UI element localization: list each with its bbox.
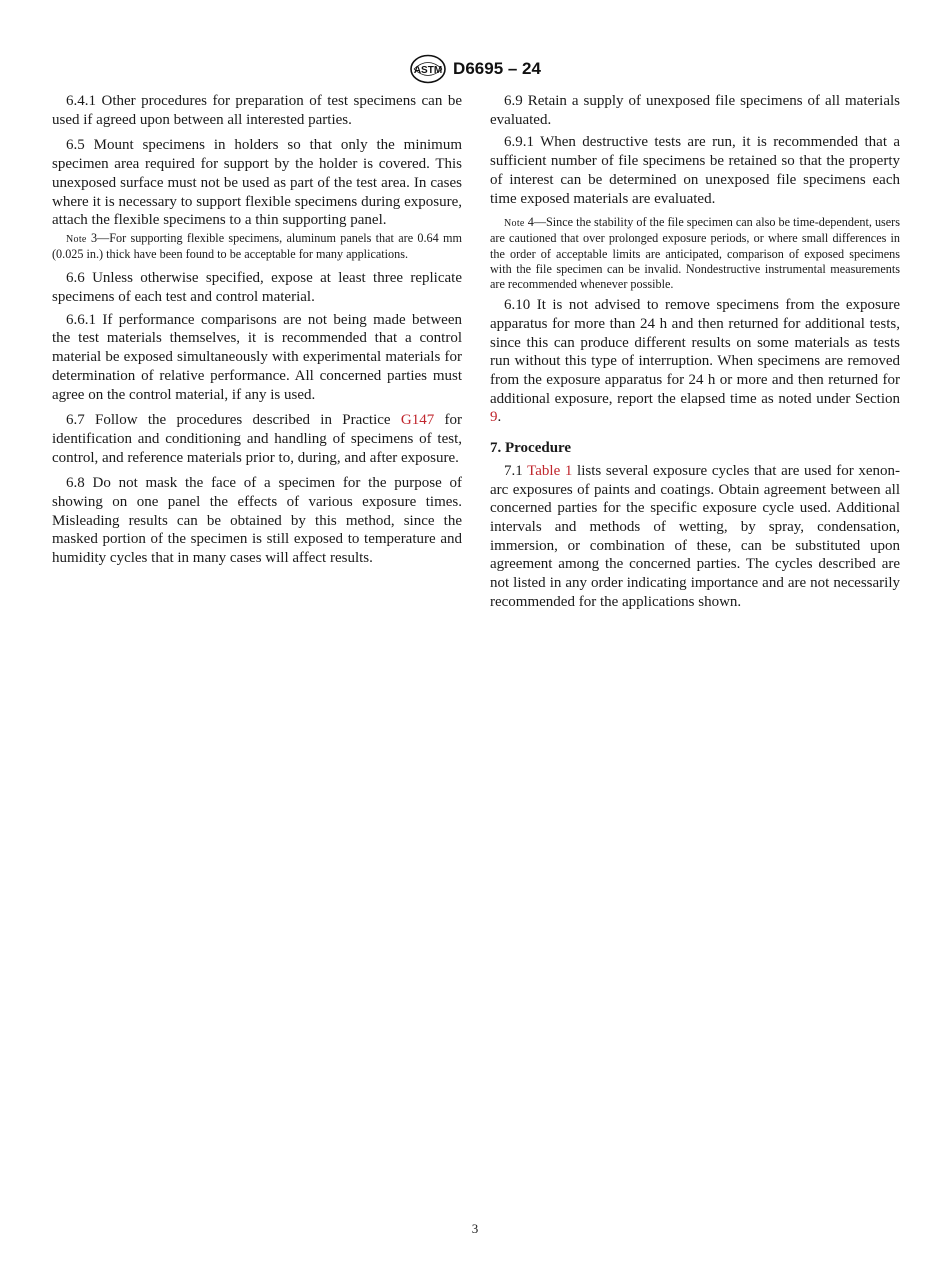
paragraph-6-9-1: 6.9.1 When destructive tests are run, it is recommended that a sufficient number of file specimens be retained so that the property of interest can be determined on unexposed file specimens each time exposed materials are evaluated.: [490, 134, 900, 207]
paragraph-6-10: [490, 296, 900, 427]
left-column: [52, 92, 462, 568]
note-4-text: 4—Since the stability of the file specimen can also be time-dependent, users are cautioned that over prolonged exposure periods, or where small differences in the order of acceptable limits are anticipated, comparison of exposed specimens with the file specimen can be invalid. Nondestructive instrumental measurements are recommended whenever possible.: [490, 215, 900, 292]
link-table-1[interactable]: Table 1: [527, 462, 573, 479]
page-number: 3: [471, 1221, 479, 1236]
note-3-text: 3—For supporting flexible specimens, aluminum panels that are 0.64 mm (0.025 in.) thick have been found to be acceptable for many applications.: [52, 230, 462, 262]
logo-text: ASTM: [413, 65, 443, 76]
paragraph-7-1: [490, 462, 900, 612]
paragraph-6-10-text-b: .: [497, 409, 502, 426]
link-g147[interactable]: G147: [400, 412, 435, 429]
right-column: [490, 92, 900, 611]
paragraph-6-7-text-b: for identification and conditioning and handling of specimens of test, control, and reference materials prior to, during, and after exposure.: [52, 412, 462, 466]
paragraph-6-8: 6.8 Do not mask the face of a specimen for the purpose of showing on one panel the effects of various exposure times. Misleading results can be obtained by this method, since the masked portion of the specimen is still exposed to temperature and humidity cycles that in many cases will affect results.: [52, 475, 462, 567]
page-header: [0, 54, 950, 84]
paragraph-7-1-text-a: 7.1: [504, 462, 528, 479]
note-4-label: Note: [504, 218, 525, 230]
paragraph-6-9: 6.9 Retain a supply of unexposed file specimens of all materials evaluated.: [490, 93, 900, 128]
paragraph-6-4-1: 6.4.1 Other procedures for preparation of test specimens can be used if agreed upon between all interested parties.: [52, 93, 462, 128]
astm-logo-icon: [409, 54, 447, 84]
note-4: [490, 215, 900, 292]
paragraph-6-7-text-a: 6.7 Follow the procedures described in Practice: [66, 412, 401, 429]
note-3-label: Note: [66, 233, 87, 245]
paragraph-7-1-text-b: lists several exposure cycles that are used for xenon-arc exposures of paints and coatings. Obtain agreement between all concerned parties for the specific exposure cycle used. Additional intervals and methods of wetting, by spray, condensation, immersion, or combination of these, can be substituted upon agreement among the concerned parties. The cycles described are not listed in any order indicating importance and are not necessarily recommended for the applications shown.: [490, 462, 901, 610]
document-id: D6695 – 24: [453, 59, 541, 78]
paragraph-6-7: [52, 411, 462, 467]
paragraph-6-6-1: 6.6.1 If performance comparisons are not being made between the test materials themselves, it is recommended that a control material be exposed simultaneously with experimental materials for determination of relative performance. All concerned parties must agree on the control material, if any is used.: [52, 311, 462, 403]
section-7-heading: 7. Procedure: [490, 440, 572, 457]
paragraph-6-6: 6.6 Unless otherwise specified, expose at least three replicate specimens of each test and control material.: [52, 270, 462, 306]
paragraph-6-10-text-a: 6.10 It is not advised to remove specimens from the exposure apparatus for more than 24 h and then returned for additional tests, since this can produce different results on some materials as tests run without this type of interruption. When specimens are removed from the exposure apparatus for 24 h or more and then returned for additional exposure, report the elapsed time as noted under Section: [490, 297, 900, 407]
link-section-9[interactable]: 9: [490, 409, 498, 426]
paragraph-6-5: 6.5 Mount specimens in holders so that only the minimum specimen area required for support by the holder is covered. This unexposed surface must not be used as part of the test area. In cases where it is necessary to support flexible specimens during exposure, attach the flexible specimens to a thin supporting panel.: [52, 137, 462, 229]
note-3: [52, 231, 462, 262]
